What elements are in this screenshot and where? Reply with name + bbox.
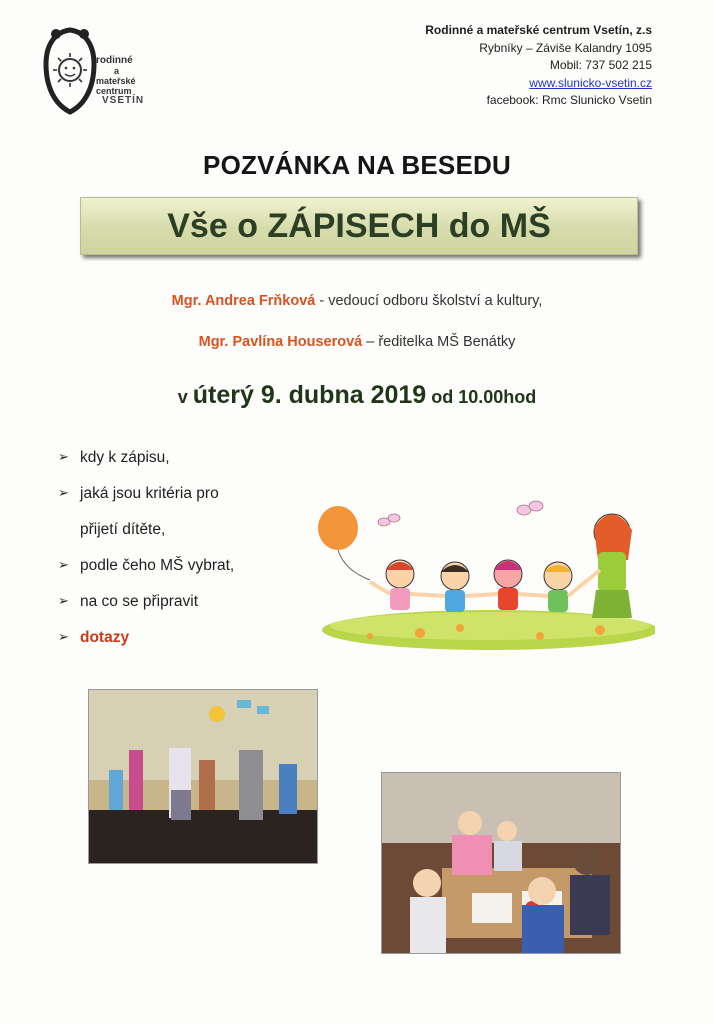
list-item [58, 557, 234, 593]
date-time: od 10.00hod [426, 387, 537, 407]
speaker-name: Mgr. Andrea Frňková [171, 293, 316, 309]
list-item-text: jaká jsou kritéria pro [80, 485, 219, 502]
list-item-text: na co se připravit [80, 593, 199, 610]
logo-text [96, 56, 144, 106]
logo-line: a [114, 66, 120, 76]
list-item-text: přijetí dítěte, [80, 521, 166, 538]
list-item [58, 449, 234, 485]
photo-children-drawing [381, 772, 621, 954]
speaker-role: - vedoucí odboru školství a kultury, [315, 293, 543, 309]
website-link[interactable]: www.slunicko-vsetin.cz [529, 75, 652, 90]
event-date [0, 381, 714, 410]
date-main: úterý 9. dubna 2019 [192, 381, 427, 409]
list-item [58, 593, 234, 629]
list-item [58, 629, 234, 665]
logo-city: VSETÍN [102, 95, 145, 106]
list-item-text: kdy k zápisu, [80, 449, 170, 466]
speaker-name: Mgr. Pavlína Houserová [198, 334, 363, 350]
logo-line: centrum [96, 86, 132, 96]
organization-name: Rodinné a mateřské centrum Vsetín, z.s [425, 23, 652, 37]
contact-block [425, 22, 652, 110]
speaker-2 [0, 334, 714, 350]
photo-image [382, 773, 620, 953]
children-illustration [310, 470, 655, 650]
arrow-bullet-icon: ➢ [58, 485, 69, 500]
speaker-1 [0, 293, 714, 309]
list-item [58, 521, 234, 557]
topic-banner: Vše o ZÁPISECH do MŠ [80, 197, 638, 255]
arrow-bullet-icon: ➢ [58, 557, 69, 572]
sun-family-logo-icon [40, 26, 100, 118]
photo-children-dancing [88, 689, 318, 864]
arrow-bullet-icon: ➢ [58, 629, 69, 644]
list-item [58, 485, 234, 521]
logo-line: mateřské [96, 76, 136, 86]
date-prefix: v [177, 387, 193, 407]
list-item-text: dotazy [80, 629, 130, 646]
phone: Mobil: 737 502 215 [549, 58, 652, 72]
address: Rybníky – Záviše Kalandry 1095 [479, 40, 652, 55]
list-item-text: podle čeho MŠ vybrat, [80, 557, 235, 574]
page-title: POZVÁNKA NA BESEDU [203, 150, 511, 180]
arrow-bullet-icon: ➢ [58, 449, 69, 464]
topic-list [58, 449, 234, 665]
arrow-bullet-icon: ➢ [58, 593, 69, 608]
photo-image [89, 690, 317, 863]
logo-line: rodinné [96, 55, 133, 66]
facebook: facebook: Rmc Slunicko Vsetin [486, 93, 652, 107]
speaker-role: – ředitelka MŠ Benátky [362, 334, 516, 350]
